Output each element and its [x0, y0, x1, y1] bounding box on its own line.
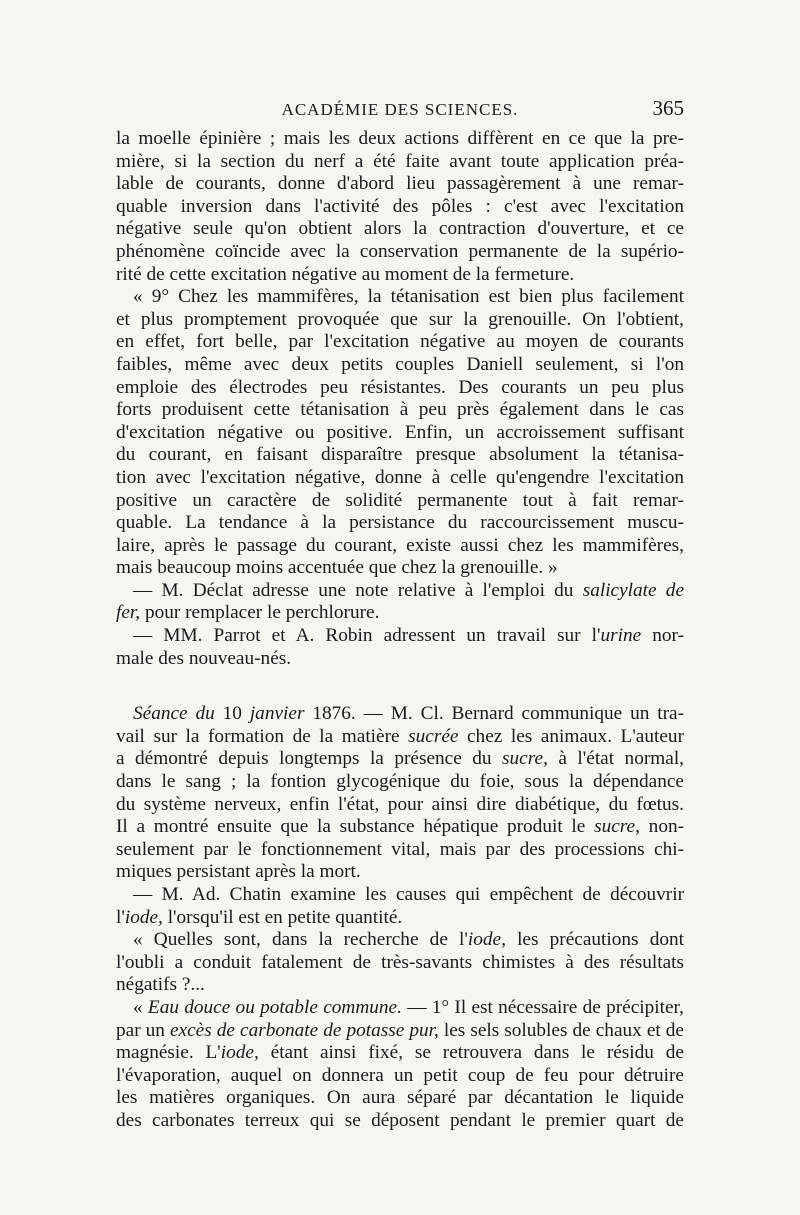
text-line: et plus promptement provoquée que sur la grenouille. On l'obtient, [116, 308, 684, 330]
text-line: l'oubli a conduit fatalement de très-savants chimistes à des résultats [116, 951, 684, 973]
text-line: fer, pour remplacer le perchlorure. [116, 602, 380, 624]
text-line: « Quelles sont, dans la recherche de l'iode, les précautions dont [133, 929, 684, 951]
text-line: lable de courants, donne d'abord lieu passagèrement à une remar- [116, 173, 684, 195]
body-text [116, 128, 684, 1133]
text-line: laire, après le passage du courant, existe aussi chez les mammifères, [116, 534, 684, 556]
text-line: « 9° Chez les mammifères, la tétanisation est bien plus facilement [133, 286, 684, 308]
text-line: mais beaucoup moins accentuée que chez la grenouille. » [116, 557, 558, 579]
text-line: du courant, en faisant disparaître presque absolument la tétanisa- [116, 444, 684, 466]
text-line: l'iode, l'orsqu'il est en petite quantité. [116, 906, 403, 928]
text-line: négative seule qu'on obtient alors la contraction d'ouverture, et ce [116, 218, 684, 240]
text-line: rité de cette excitation négative au moment de la fermeture. [116, 263, 575, 285]
text-line: les matières organiques. On aura séparé par décantation le liquide [116, 1087, 684, 1109]
text-line: « Eau douce ou potable commune. — 1° Il est nécessaire de précipiter, [133, 996, 685, 1018]
text-line: mière, si la section du nerf a été faite avant toute application préa- [116, 150, 684, 172]
running-head: ACADÉMIE DES SCIENCES. [281, 100, 519, 119]
text-line: a démontré depuis longtemps la présence du sucre, à l'état normal, [116, 748, 684, 770]
text-line: vail sur la formation de la matière sucrée chez les animaux. L'auteur [116, 725, 684, 747]
text-line: la moelle épinière ; mais les deux actions diffèrent en ce que la pre- [116, 128, 684, 149]
text-line: faibles, même avec deux petits couples Daniell seulement, si l'on [116, 353, 684, 375]
text-line: phénomène coïncide avec la conservation permanente de la supério- [116, 240, 684, 262]
text-line: quable inversion dans l'activité des pôles : c'est avec l'excitation [116, 195, 684, 217]
text-line: du système nerveux, enfin l'état, pour ainsi dire diabétique, du fœtus. [116, 793, 684, 815]
text-line: seulement par le fonctionnement vital, mais par des processions chi- [116, 838, 684, 860]
text-line: par un excès de carbonate de potasse pur, les sels solubles de chaux et de [116, 1019, 684, 1041]
page-number: 365 [652, 96, 684, 120]
section-gap [116, 670, 684, 703]
text-line: miques persistant après la mort. [116, 861, 361, 883]
text-line: Séance du 10 janvier 1876. — M. Cl. Bernard communique un tra- [133, 703, 684, 725]
text-line: forts produisent cette tétanisation à peu près également dans le cas [116, 399, 684, 421]
text-line: dans le sang ; la fontion glycogénique du foie, sous la dépendance [116, 771, 684, 793]
text-line: — M. Déclat adresse une note relative à l'emploi du salicylate de [133, 579, 685, 601]
text-line: magnésie. L'iode, étant ainsi fixé, se retrouvera dans le résidu de [116, 1042, 684, 1064]
text-line: positive un caractère de solidité permanente tout à fait remar- [116, 489, 684, 511]
text-line: Il a montré ensuite que la substance hépatique produit le sucre, non- [116, 816, 685, 838]
page-header [116, 96, 684, 126]
text-line: male des nouveau-nés. [116, 647, 292, 669]
text-line: en effet, fort belle, par l'excitation négative au moyen de courants [116, 331, 684, 353]
text-line: — MM. Parrot et A. Robin adressent un travail sur l'urine nor- [133, 625, 684, 647]
text-line: négatifs ?... [116, 974, 205, 996]
text-line: des carbonates terreux qui se déposent pendant le premier quart de [116, 1109, 684, 1131]
text-line: — M. Ad. Chatin examine les causes qui empêchent de découvrir [133, 884, 684, 905]
text-line: l'évaporation, auquel on donnera un petit coup de feu pour détruire [116, 1064, 684, 1086]
text-line: d'excitation négative ou positive. Enfin, un accroissement suffisant [116, 421, 684, 443]
text-line: emploie des électrodes peu résistantes. Des courants un peu plus [116, 376, 684, 398]
text-line: tion avec l'excitation négative, donne à celle qu'engendre l'excitation [116, 466, 684, 488]
text-line: quable. La tendance à la persistance du raccourcissement muscu- [116, 512, 684, 534]
